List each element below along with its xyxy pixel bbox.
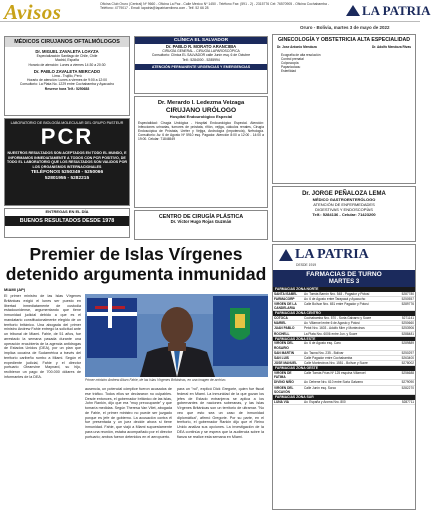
ad-pcr bbox=[4, 118, 130, 206]
ad-clinica-salvador bbox=[134, 36, 268, 94]
pharmacy-name: SANTA ISABEL bbox=[274, 291, 298, 296]
pharmacy-address: Calle Tomás Frías Nº 125 esquina Villarroel bbox=[304, 371, 366, 376]
article-headline: Premier de Islas Vírgenes detenido argumenta inmunidad bbox=[5, 244, 267, 284]
pharm-zone-header: FARMACIAS ZONA CENTRO bbox=[273, 311, 415, 316]
ad-line: ATENCIÓN PERMANENTE URGENCIAS Y EMERGENCIAS bbox=[135, 64, 267, 70]
pharmacy-name: LUNA VIA bbox=[274, 399, 289, 404]
ad-title: MÉDICOS CIRUJANOS OFTALMÓLOGOS bbox=[5, 37, 129, 47]
ad-line: Horario de atención: Lunes a viernes de 9:00 a 12:00 bbox=[27, 78, 107, 83]
article-column: ausencia, un potencial cómplice fueron acusados de ese tráfico. Todos ellos se declararon no culpables. Desde entonces, el gobernador británico de las islas, John Rankin, dijo que era "muy preocupante" y que tomaría medidas. Según Theresa Van Vliet, abogada de Fahie, el primer ministro no puede ser juzgado porque es jefe de gobierno. La acusación contra él fue presentada y un juez decide ahora si tiene inmunidad. Fahie, que viajó a Miami supuestamente para una reunión, estaba acompañado por el director portuario; ambos fueron detenidos en el aeropuerto. bbox=[85, 387, 172, 439]
pharmacy-name: COTOCA bbox=[274, 316, 288, 320]
lab-name: LABORATORIO DE BIOLOGÍA MOLECULAR DEL GRUPO PASTEUR bbox=[10, 121, 124, 125]
ad-line: DIGESTIVAS Y ENDOSCOPÍAS bbox=[315, 207, 373, 212]
pcr-phone: TELÉFONOS 5250349 - 5250066 bbox=[30, 170, 104, 176]
ad-line: Consultorio: Clínica EL SALVADOR calle Junín esq. 6 de Octubre bbox=[151, 53, 251, 58]
pharm-banner bbox=[273, 270, 415, 287]
ad-line: Especialización Santiago de Chile, Chile bbox=[36, 54, 98, 58]
pharmacy-name: VIRGEN DEL SOCAVÓN bbox=[274, 385, 294, 394]
entregas-text: ENTREGAS EN EL DÍA bbox=[45, 209, 89, 214]
ad-entregas bbox=[4, 208, 130, 238]
pharm-brand-name: LA PATRIA bbox=[295, 247, 369, 262]
pharm-zone-header: FARMACIAS ZONA OESTE bbox=[273, 366, 415, 371]
specialty: MÉDICO GASTROENTERÓLOGO bbox=[312, 197, 376, 202]
pharmacy-phone: 5287711 bbox=[401, 399, 414, 404]
ad-line: Reserve hora Telf.: 5250688 bbox=[44, 86, 90, 91]
service-item: Control prenatal bbox=[281, 57, 304, 61]
article-column: para un "rol", explicó Dick Gregorie, quien fue fiscal federal en Miami. La inmunidad de la que gozan los jefes de Estado extranjeros se aplica a los gobernantes de naciones soberanas, y las Islas Vírgenes Británicas son un territorio de ultramar. "No veo que esto sea un caso de inmunidad diplomática", afirmó Gregorie. Por su parte, en el territorio, el gobernador Rankin dijo que el Reino Unido analiza sus opciones. La investigación de la DEA continúa y se espera que la audiencia sobre la fianza se realice esta semana en Miami. bbox=[177, 387, 264, 439]
pharmacy-phone: 5256688 bbox=[401, 371, 414, 376]
pharmacy-address: Petot Nro. 1603 - Adolfo Mier y Montecinos bbox=[304, 326, 365, 331]
pharmacy-address: Av. Dehene Nro. 610 entre Soria Galvarro bbox=[304, 380, 364, 385]
pharmacy-row bbox=[273, 386, 415, 395]
service-item: Esterilidad bbox=[281, 69, 296, 73]
pharm-date: MARTES 3 bbox=[328, 279, 360, 285]
pharm-zones bbox=[273, 287, 415, 405]
pharmacy-address: Cochabamba Nro. 570 - Soria Galvarro y Sucre bbox=[304, 316, 372, 320]
photo-caption: Primer ministro Andrew Alturo Fahie, de las Islas Vírgenes Británicas, en una imagen de archivo. bbox=[85, 378, 227, 382]
ad-line: ATENCIÓN DE ENFERMEDADES bbox=[313, 202, 375, 207]
pharmacy-name: VIRGEN DEL ROSARIO bbox=[274, 341, 294, 350]
pharmacy-row bbox=[273, 341, 415, 350]
clinic-doctor: Dr. PABLO R. MORATO ARANCIBIA bbox=[165, 44, 237, 49]
pharmacy-phone: 5278002 bbox=[401, 361, 414, 366]
service-item: Papanicolaou bbox=[281, 65, 301, 69]
clinic-header: CLÍNICA EL SALVADOR bbox=[135, 37, 267, 44]
pharmacy-name: VIRGEN DE FATIMA bbox=[274, 371, 292, 380]
doctor-name: Dr. MIGUEL ZAVALETA LOAYZA bbox=[35, 49, 99, 54]
pharmacy-phone: 5279090 bbox=[401, 380, 414, 385]
pharmacy-name: SAN LUIS bbox=[274, 356, 289, 361]
ad-line: Madrid, España bbox=[55, 58, 79, 63]
pharmacy-row bbox=[273, 400, 415, 405]
pharmacy-row bbox=[273, 371, 415, 380]
article-column: El primer ministro de las Islas Vírgenes Británicas exigió el lunes ser puesto en libertad inmediatamente de custodia estadounidense, argumentando que tiene inmunidad judicial debido a que es el mandatario constitucionalmente elegido de un territorio británico. Una abogada del primer ministro Andrew Fahie entregó la solicitud ante un tribunal de Miami. Fahie, de 51 años, fue arrestado la semana pasada durante una operación encubierta de la agencia antidrogas de Estados Unidos (DEA), por un plan que implica cocaína de Sudamérica a través del territorio caribeño rumbo a Miami. Según el expediente judicial, Fahie y el director portuario Oleanvine Maynard, su hijo, recibieron un pago de 700.000 dólares de informantes de la DEA. bbox=[4, 294, 81, 379]
ad-title: GINECOLOGÍA Y OBSTETRICIA ALTA ESPECIALIDAD bbox=[278, 37, 410, 43]
ad-line: Telf.: 5284136 - Celular: 71423200 bbox=[312, 212, 376, 217]
ad-line: Horario de atención: Lunes a viernes 14:30 a 20:30 bbox=[28, 62, 106, 67]
article-byline: MIAMI (AP) bbox=[4, 287, 26, 292]
ad-title: CENTRO DE CIRUGÍA PLÁSTICA bbox=[158, 214, 244, 220]
pharmacy-phone: 5288481 bbox=[401, 331, 414, 336]
photo-illustration bbox=[85, 294, 268, 377]
hospital-name: Hospital Endourológico Especial bbox=[169, 114, 233, 119]
article-photo bbox=[85, 294, 268, 377]
pharmacy-address: Calle Pagador entre Cochabamba bbox=[304, 356, 353, 361]
doctor-right: Dr. Adolfo Mendoza Rivas bbox=[371, 45, 411, 49]
doctor-name: Dr. JORGE PEÑALOZA LEMA bbox=[302, 191, 386, 197]
pharmacy-name: ROCHELL bbox=[274, 331, 290, 336]
ad-doctor: Dr. Víctor Hugo Rojas Guzmán bbox=[170, 219, 232, 224]
triangle-logo-icon bbox=[279, 249, 293, 261]
ad-cirugia-plastica bbox=[134, 210, 268, 240]
pharmacy-phone: 5282270 bbox=[401, 385, 414, 390]
pharmacy-address: Calle Montecinos Nro. 1551 - Bolívar y Sucre bbox=[304, 361, 368, 366]
pharmacy-phone: 5287780 bbox=[401, 291, 414, 296]
brand-name: LA PATRIA bbox=[362, 3, 431, 18]
pharmacy-name: JOSE MANUEL bbox=[274, 361, 298, 366]
ad-line: CIRUGÍA GENERAL - CIRUGÍA LAPAROSCÓPICA bbox=[162, 49, 240, 54]
pharmacy-phone: 5271141 bbox=[401, 316, 414, 320]
doctor-name: Dr. PABLO ZAVALETA MERCADO bbox=[33, 68, 101, 74]
pcr-text: NUESTROS RESULTADOS SON ACEPTADOS EN TODO EL MUNDO, E INFORMAMOS INMEDIATAMENTE A TODOS CON PCR POSITIVO, DE TODO EL LABORATORIO QUE LOS RESULTADOS SON VALIDOS POR LOS ORGANISMOS INTERNACIONALES bbox=[7, 151, 127, 169]
pharmacy-name: SAN MARTIN bbox=[274, 350, 295, 355]
pharmacy-row bbox=[273, 302, 415, 311]
pharm-zone-header: FARMACIAS ZONA SUR bbox=[273, 395, 415, 400]
pharmacy-name: FARMACORP bbox=[274, 296, 295, 301]
doctor-pair bbox=[273, 43, 415, 51]
office-info: Oficina Club Oruro (Central) Nº 9660 - Oficina La Paz - Calle Mexico Nº 1450 - Teléfono Fax: (591 - 2) - 2315776 Cel: 76570905 - Oficina Cochabamba - Teléfono: 4779017 - Email: lapatria@lapatriaenlinea.com - Telf. 52 66 28 bbox=[100, 2, 329, 11]
pharmacy-phone: 5250557 bbox=[401, 296, 414, 301]
services-list bbox=[273, 51, 415, 75]
ad-line: Lima - Trujillo, Perú bbox=[52, 73, 82, 78]
pharmacy-address: Av. Villarroel entre 6 de Agosto y Potosí bbox=[304, 321, 360, 326]
pharmacy-phone: 5263400 bbox=[401, 356, 414, 361]
pharm-brand bbox=[273, 247, 415, 267]
pharmacy-address: Av. 6 de Agosto esq. Caro bbox=[304, 341, 341, 346]
pharmacy-address: Av. Tacna Nro. 235 - Bolívar bbox=[304, 350, 344, 355]
service-item: Ecografía de alta resolución bbox=[281, 53, 321, 57]
ad-line: Telf.: 5284000 - 5285994 bbox=[182, 57, 220, 62]
pharmacy-address: Av. Tomás Barrón Nro. 548 - Pagador y Potosí bbox=[304, 291, 370, 296]
ad-urologo bbox=[134, 96, 268, 208]
ad-gastro bbox=[272, 186, 416, 242]
pharmacy-address: La Plata Nro. 6006 entre Jun. y Sucre bbox=[304, 331, 358, 336]
pharmacy-phone: 5289776 bbox=[401, 302, 414, 306]
pharmacies-panel bbox=[272, 244, 416, 510]
pharm-zone-header: FARMACIAS ZONA ESTE bbox=[273, 337, 415, 342]
pharmacy-phone: 5289889 bbox=[401, 341, 414, 346]
pharmacy-address: Av. 6 de Agosto entre Tarapacá y Ayacucho bbox=[304, 296, 366, 301]
pharmacy-phone: 5250660 bbox=[401, 321, 414, 326]
pharmacy-phone: 5250297 bbox=[401, 350, 414, 355]
ad-line: Consultorio: La Plata No. 1229 entre Cochabamba y Ayacucho bbox=[19, 82, 115, 87]
section-title: Avisos bbox=[4, 0, 62, 24]
service-item: Colposcopia bbox=[281, 61, 299, 65]
doctor-left: Dr. Jose Antonio Mendoza bbox=[277, 45, 317, 49]
doctor-name: Dr. Merardo I. Ledezma Veizaga bbox=[157, 100, 245, 106]
pharmacy-address: Av. España y Aroma Nro. 800 bbox=[304, 399, 346, 404]
pharmacy-name: VIRGEN DE LA CANDELARIA bbox=[274, 302, 297, 311]
pharm-title: FARMACIAS DE TURNO bbox=[306, 271, 382, 278]
pharmacy-name: JUAN PABLO bbox=[274, 326, 295, 331]
pharm-zone-header: FARMACIAS ZONA NORTE bbox=[273, 287, 415, 292]
dateline: Oruro - Bolivia, martes 3 de mayo de 2022 bbox=[300, 25, 390, 30]
pharmacy-name: MARIEL bbox=[274, 321, 287, 326]
pharmacy-name: DIVINO NIÑO bbox=[274, 380, 294, 385]
ad-oftalmologos bbox=[4, 36, 130, 116]
entregas-banner: BUENOS RESULTADOS DESDE 1978 bbox=[5, 216, 129, 226]
pcr-cell: 52801955 - 5282215 bbox=[44, 176, 90, 182]
pcr-brand: PCR bbox=[40, 124, 94, 149]
pharmacy-address: Calle Bolívar Nro. 651 entre Pagador y Potosí bbox=[304, 302, 369, 306]
brand-logo bbox=[344, 2, 431, 20]
pharmacy-address: Calle Junín esq. Sorco bbox=[304, 385, 337, 390]
triangle-logo-icon bbox=[346, 5, 360, 16]
pharmacy-phone: 5253906 bbox=[401, 326, 414, 331]
pharm-brand-sub: DESDE 1919 bbox=[296, 263, 317, 267]
ad-ginecologia bbox=[272, 34, 416, 184]
ad-body: Especialidad: Cirugía Urológica - Hospital Endourológico Especial. Atención: Infecciones urinarias, tumores de próstata, riñón, vejiga, cálculos renales, Cirugía Endoscópica de Próstata, Uréter y Vejiga, Andrología (Impotencia), Nefrología. Consultorio: Av. 6 de Agosto Nº 5910 esq. Pagador. Atención 8:00 a 12:00 - 14:00 a 19:00. Celular: 71846549 bbox=[138, 120, 264, 142]
specialty: CIRUJANO URÓLOGO bbox=[165, 107, 237, 114]
